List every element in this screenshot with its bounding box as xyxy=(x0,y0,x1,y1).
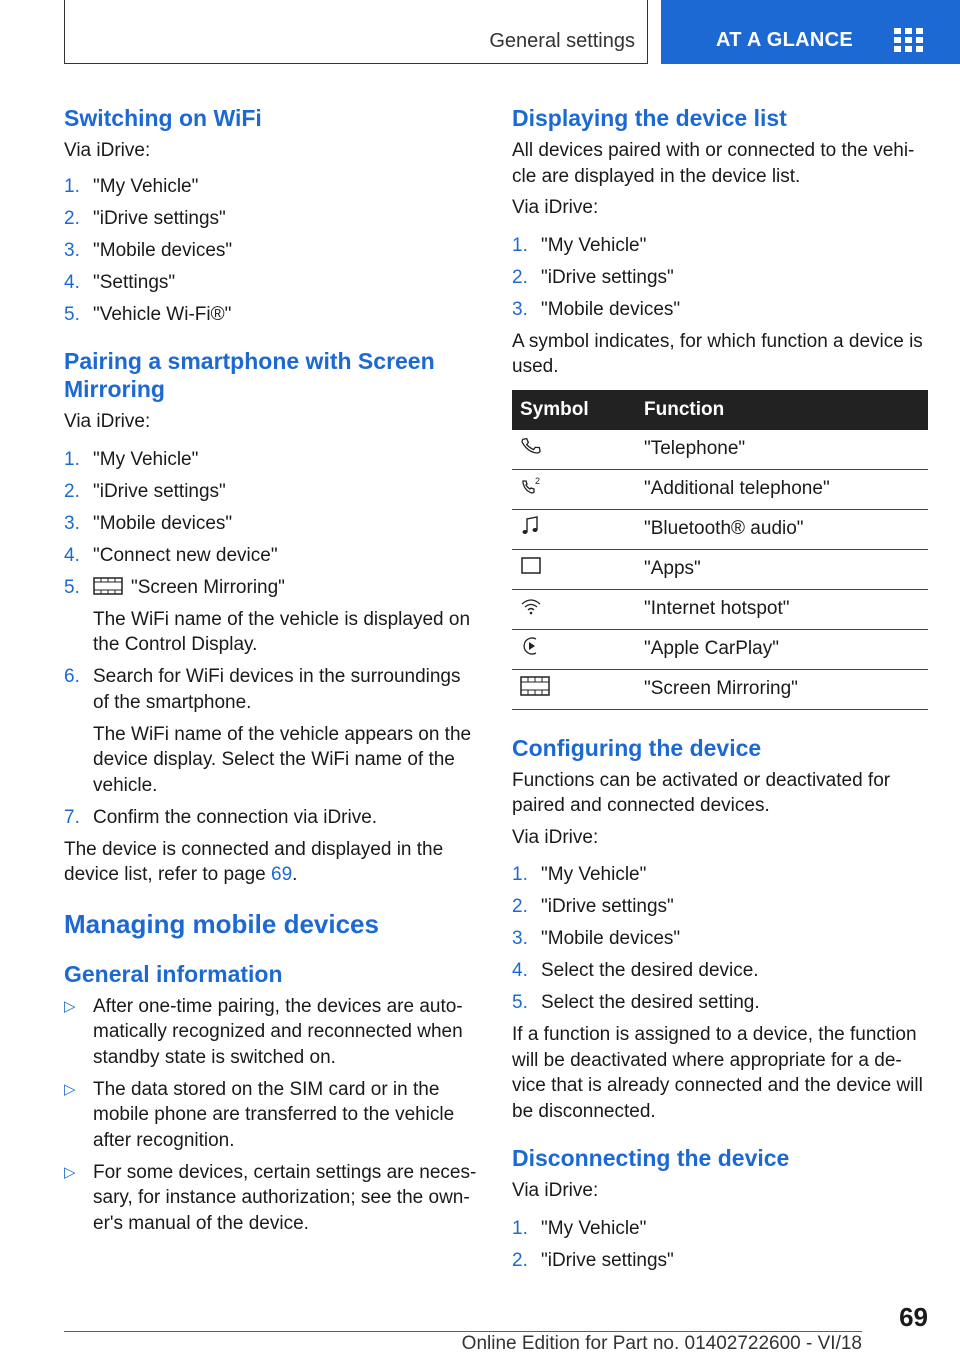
header-section-title: General settings xyxy=(489,30,635,52)
device-list-heading: Displaying the device list xyxy=(512,105,787,131)
managing-heading: Managing mobile devices xyxy=(64,908,379,939)
configuring-note: If a function is assigned to a device, the function will be deactivated where appropriate for a de-vice that is already connected and the device will be disconnected. xyxy=(512,1024,923,1122)
list-item: 2. "iDrive settings" xyxy=(512,896,674,917)
disconnecting-via: Via iDrive: xyxy=(512,1180,599,1201)
device-list-steps xyxy=(512,233,928,323)
wifi-steps xyxy=(64,174,480,328)
step-note: The WiFi name of the vehicle is displayed on the Control Display. xyxy=(93,608,471,655)
table-row: "Telephone" xyxy=(512,430,928,470)
wifi-heading: Switching on WiFi xyxy=(64,105,262,131)
footer-divider xyxy=(64,1331,862,1332)
configuring-intro: Functions can be activated or deactivated for paired and connected devices. xyxy=(512,769,891,816)
list-item: 4. "Connect new device" xyxy=(64,544,278,566)
configuring-via: Via iDrive: xyxy=(512,826,599,848)
footer-edition: Online Edition for Part no. 01402722600 - VI/18 xyxy=(461,1333,862,1354)
general-bullets xyxy=(64,994,480,1237)
table-row: "Bluetooth® audio" xyxy=(512,509,928,549)
list-item: 4. Select the desired device. xyxy=(512,960,759,981)
page-reference-link[interactable]: 69 xyxy=(271,864,293,885)
list-item: 1. "My Vehicle" xyxy=(512,1217,647,1239)
pairing-steps xyxy=(64,447,480,831)
table-header-row xyxy=(512,390,928,430)
svg-text:2: 2 xyxy=(535,476,541,486)
list-item: 2. "iDrive settings" xyxy=(512,266,674,288)
pairing-via: Via iDrive: xyxy=(64,411,151,432)
pairing-result: The device is connected and displayed in the device list, refer to page 69. xyxy=(64,838,444,885)
table-header-function: Function xyxy=(636,390,928,430)
apps-icon xyxy=(520,555,542,577)
header-chapter-tab[interactable] xyxy=(661,0,960,64)
screen-mirroring-icon xyxy=(93,577,123,595)
list-item: 5. Select the desired setting. xyxy=(512,992,760,1013)
list-item: 5. "Vehicle Wi-Fi®" xyxy=(64,303,232,325)
list-item: 1. "My Vehicle" xyxy=(64,175,199,197)
right-column xyxy=(512,100,928,1273)
list-item: 2. "iDrive settings" xyxy=(512,1249,674,1271)
screen-mirroring-icon xyxy=(520,676,550,696)
header-chapter-label: AT A GLANCE xyxy=(716,29,853,51)
page-number: 69 xyxy=(899,1302,928,1332)
table-header-symbol: Symbol xyxy=(512,390,636,430)
configuring-steps xyxy=(512,862,928,1016)
list-item: 3. "Mobile devices" xyxy=(64,512,233,534)
table-row: 2 "Additional telephone" xyxy=(512,469,928,509)
device-list-via: Via iDrive: xyxy=(512,197,599,218)
list-item: 1. "My Vehicle" xyxy=(512,234,647,256)
table-row: "Apps" xyxy=(512,549,928,589)
list-item: 5. "Screen Mirroring" xyxy=(64,576,285,598)
pairing-heading: Pairing a smartphone with Screen Mirroring xyxy=(64,348,435,402)
list-item: 7. Confirm the connection via iDrive. xyxy=(64,806,378,828)
disconnecting-steps xyxy=(512,1216,928,1274)
additional-phone-icon xyxy=(520,475,542,497)
list-item: 1. "My Vehicle" xyxy=(64,448,199,470)
wifi-via: Via iDrive: xyxy=(64,140,151,161)
list-item: ▷ The data stored on the SIM card or in the mobile phone are transferred to the vehicle after recognition. xyxy=(64,1078,455,1151)
list-item: 1. "My Vehicle" xyxy=(512,864,647,885)
general-info-heading: General information xyxy=(64,960,283,987)
list-item: 3. "Mobile devices" xyxy=(64,239,233,261)
configuring-heading: Configuring the device xyxy=(512,734,762,761)
grid-icon xyxy=(894,28,924,52)
step-note: The WiFi name of the vehicle appears on the device display. Select the WiFi name of the vehicle. xyxy=(93,723,472,796)
list-item: 2. "iDrive settings" xyxy=(64,480,226,502)
list-item: ▷ After one-time pairing, the devices are auto-matically recognized and reconnected when standby state is switched on. xyxy=(64,995,463,1068)
table-row: "Screen Mirroring" xyxy=(512,669,928,709)
list-item: 3. "Mobile devices" xyxy=(512,298,681,320)
symbol-table xyxy=(512,390,928,710)
left-column xyxy=(64,100,480,1236)
list-item: 4. "Settings" xyxy=(64,271,176,293)
symbol-intro: A symbol indicates, for which function a device is used. xyxy=(512,330,923,377)
table-row: "Apple CarPlay" xyxy=(512,629,928,669)
carplay-icon xyxy=(520,635,542,657)
music-note-icon xyxy=(520,515,542,537)
table-row: "Internet hotspot" xyxy=(512,589,928,629)
header-frame xyxy=(64,0,648,64)
list-item: 2. "iDrive settings" xyxy=(64,207,226,229)
list-item: 3. "Mobile devices" xyxy=(512,928,681,949)
disconnecting-heading: Disconnecting the device xyxy=(512,1145,790,1171)
list-item: ▷ For some devices, certain settings are neces-sary, for instance authorization; see the own-er's manual of the device. xyxy=(64,1161,477,1234)
phone-icon xyxy=(520,435,542,457)
device-list-intro: All devices paired with or connected to the vehi-cle are displayed in the device list. xyxy=(512,140,915,187)
list-item: 6. Search for WiFi devices in the surroundings of the smartphone. xyxy=(64,666,461,713)
wifi-icon xyxy=(520,595,542,617)
